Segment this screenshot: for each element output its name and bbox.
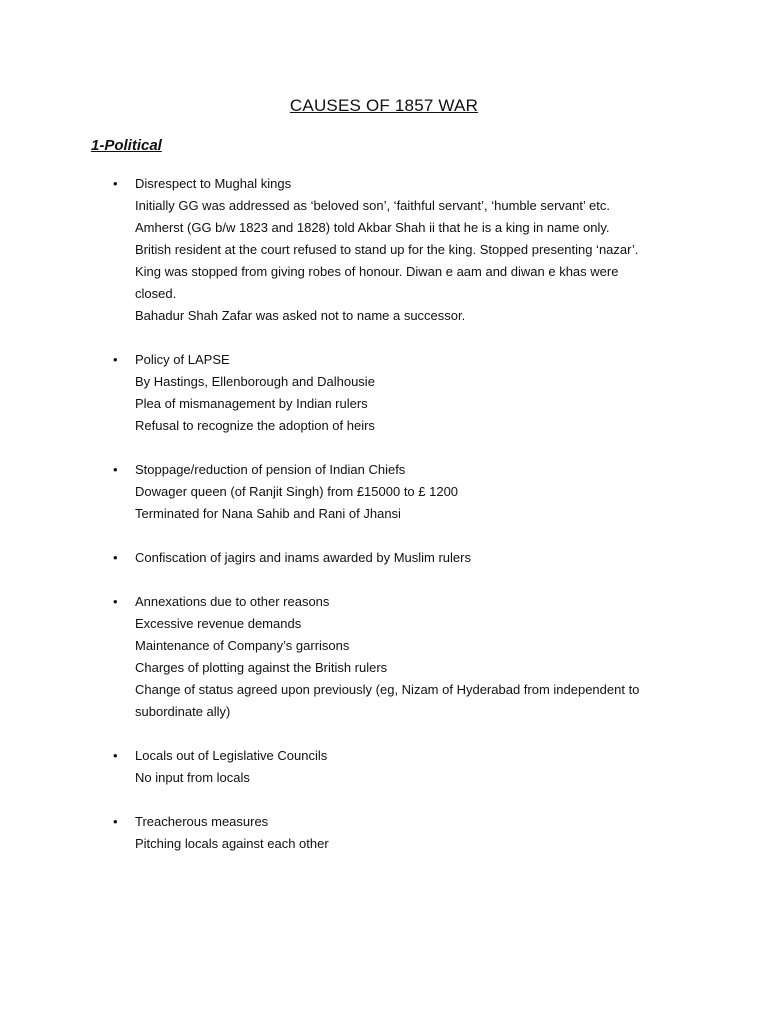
bullet-line: Confiscation of jagirs and inams awarded by Muslim rulers: [135, 550, 471, 565]
list-item: [0, 349, 768, 437]
bullet-line: Amherst (GG b/w 1823 and 1828) told Akbar Shah ii that he is a king in name only.: [135, 220, 610, 235]
bullet-line: subordinate ally): [135, 704, 231, 719]
bullet-line: Maintenance of Company’s garrisons: [135, 638, 350, 653]
bullet-line: Bahadur Shah Zafar was asked not to name a successor.: [135, 308, 466, 323]
bullet-point-icon: •: [113, 550, 118, 565]
bullet-point-icon: •: [113, 462, 118, 477]
bullet-list: [0, 173, 768, 877]
list-item: [0, 173, 768, 327]
list-item: [0, 745, 768, 789]
bullet-line: closed.: [135, 286, 177, 301]
document-title: CAUSES OF 1857 WAR: [289, 96, 479, 115]
bullet-line: King was stopped from giving robes of honour. Diwan e aam and diwan e khas were: [135, 264, 619, 279]
bullet-line: Pitching locals against each other: [135, 836, 329, 851]
bullet-line: Initially GG was addressed as ‘beloved son’, ‘faithful servant’, ‘humble servant’ etc.: [135, 198, 610, 213]
bullet-point-icon: •: [113, 748, 118, 763]
bullet-line: Locals out of Legislative Councils: [135, 748, 328, 763]
list-item: [0, 547, 768, 569]
bullet-line: Annexations due to other reasons: [135, 594, 330, 609]
bullet-point-icon: •: [113, 814, 118, 829]
list-item: [0, 591, 768, 723]
list-item: [0, 811, 768, 855]
bullet-line: Charges of plotting against the British rulers: [135, 660, 388, 675]
bullet-line: Dowager queen (of Ranjit Singh) from £15000 to £ 1200: [135, 484, 459, 499]
bullet-line: No input from locals: [135, 770, 250, 785]
bullet-line: Change of status agreed upon previously (eg, Nizam of Hyderabad from independent to: [135, 682, 640, 697]
bullet-line: British resident at the court refused to stand up for the king. Stopped presenting ‘nazar’.: [135, 242, 639, 257]
bullet-line: Excessive revenue demands: [135, 616, 302, 631]
section-heading: 1-Political: [91, 137, 162, 154]
bullet-line: Treacherous measures: [135, 814, 269, 829]
bullet-point-icon: •: [113, 594, 118, 609]
bullet-point-icon: •: [113, 352, 118, 367]
bullet-line: Policy of LAPSE: [135, 352, 230, 367]
bullet-line: Stoppage/reduction of pension of Indian Chiefs: [135, 462, 406, 477]
bullet-line: Plea of mismanagement by Indian rulers: [135, 396, 368, 411]
bullet-line: Disrespect to Mughal kings: [135, 176, 292, 191]
bullet-line: By Hastings, Ellenborough and Dalhousie: [135, 374, 375, 389]
list-item: [0, 459, 768, 525]
bullet-point-icon: •: [113, 176, 118, 191]
bullet-line: Refusal to recognize the adoption of heirs: [135, 418, 375, 433]
bullet-line: Terminated for Nana Sahib and Rani of Jhansi: [135, 506, 401, 521]
